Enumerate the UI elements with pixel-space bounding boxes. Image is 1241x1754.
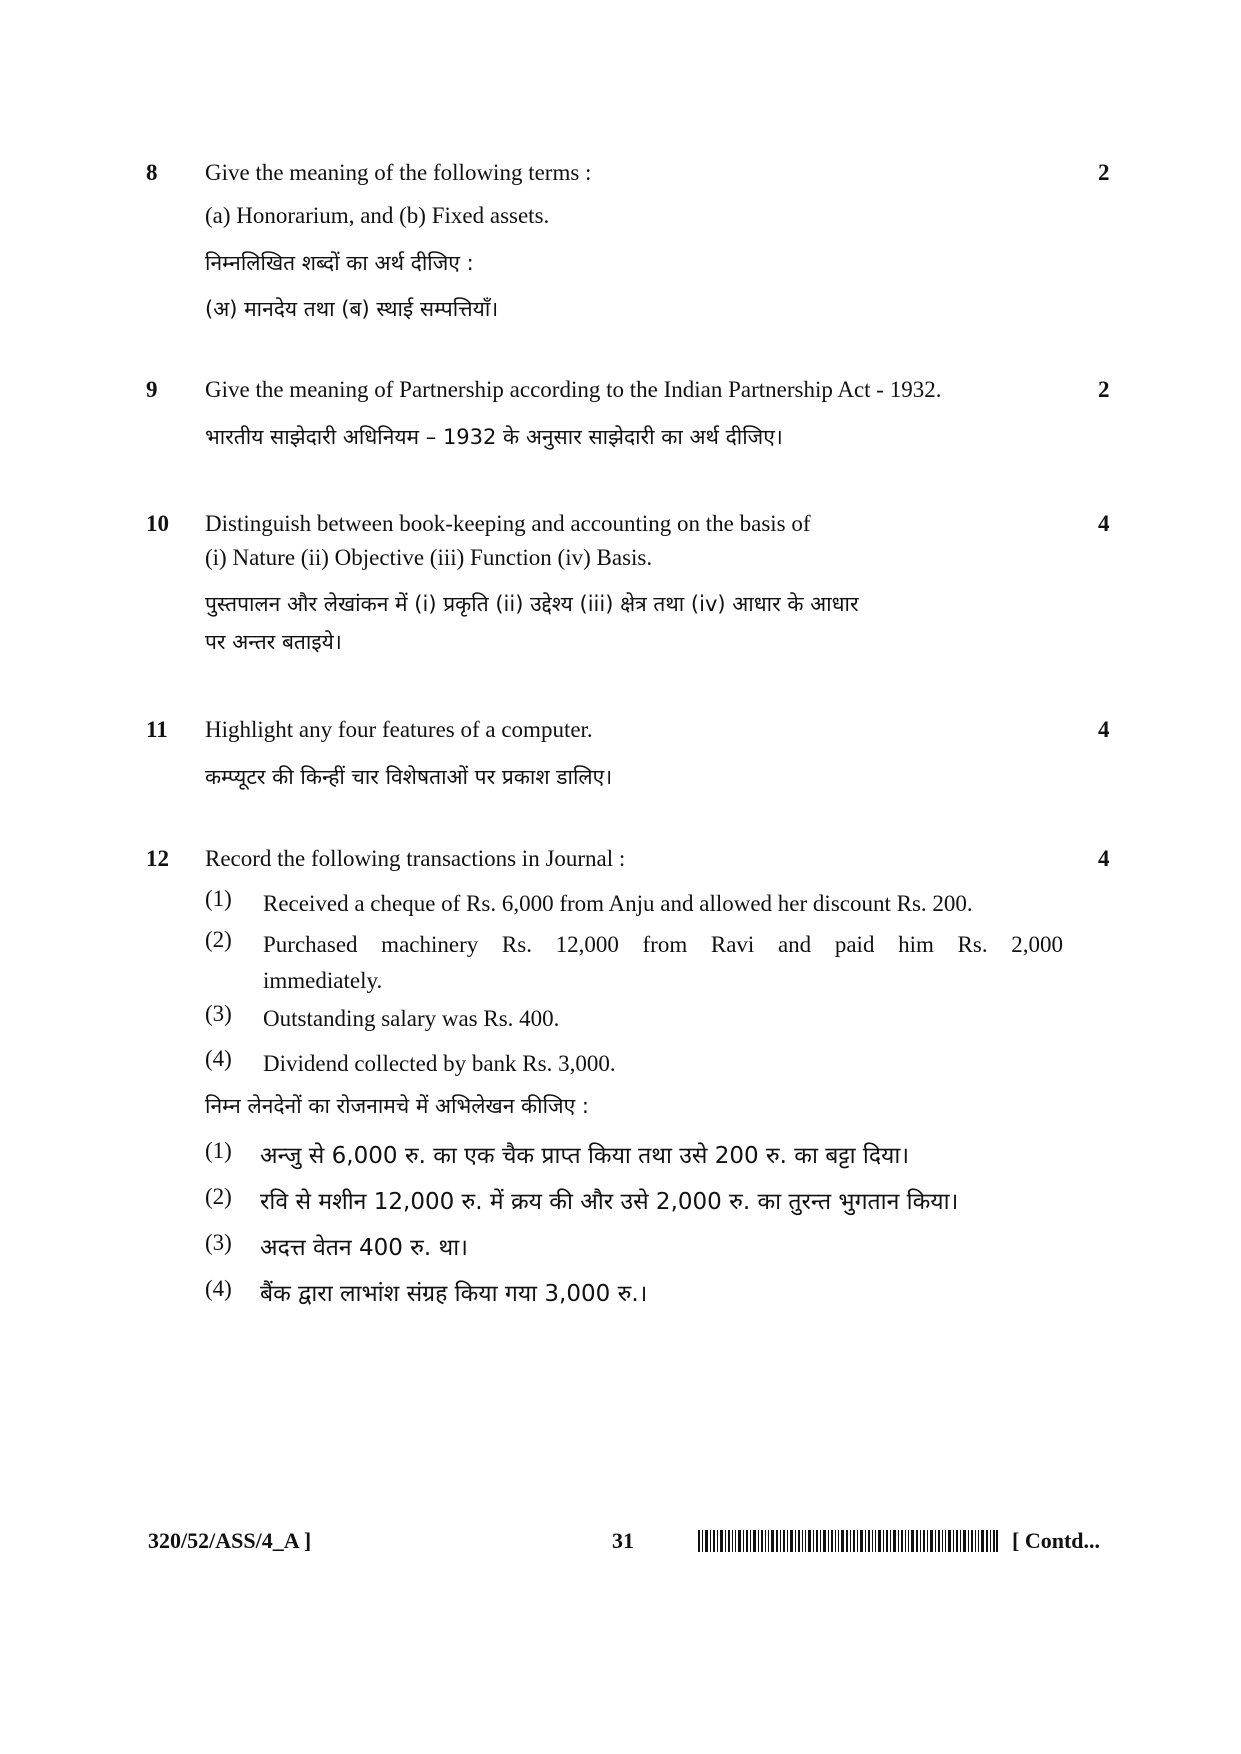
item-text: अन्जु से 6,000 रु. का एक चैक प्राप्त किया तथा उसे 200 रु. का बट्टा दिया।: [260, 1143, 910, 1169]
continued-label: [ Contd...: [1012, 1528, 1101, 1553]
question-text-hi: पर अन्तर बताइये।: [205, 630, 342, 654]
question-text-hi: निम्न लेनदेनों का रोजनामचे में अभिलेखन कीजिए :: [205, 1094, 590, 1118]
question-text-en: (a) Honorarium, and (b) Fixed assets.: [205, 203, 550, 228]
item-label: (2): [205, 1184, 232, 1209]
question-marks: 4: [1098, 846, 1110, 871]
question-text-hi: कम्प्यूटर की किन्हीं चार विशेषताओं पर प्रकाश डालिए।: [205, 765, 613, 789]
question-marks: 2: [1098, 377, 1110, 402]
question-number: 8: [146, 160, 158, 185]
question-number: 11: [146, 717, 168, 742]
question-number: 10: [146, 511, 169, 536]
paper-code: 320/52/ASS/4_A ]: [148, 1528, 312, 1553]
item-label: (3): [205, 1230, 232, 1255]
question-text-en: Give the meaning of the following terms :: [205, 160, 592, 185]
item-label: (1): [205, 1138, 232, 1163]
item-text: Outstanding salary was Rs. 400.: [263, 1006, 560, 1031]
question-text-hi: (अ) मानदेय तथा (ब) स्थाई सम्पत्तियाँ।: [205, 297, 499, 321]
question-number: 12: [146, 846, 169, 871]
question-text-hi: निम्नलिखित शब्दों का अर्थ दीजिए :: [205, 251, 474, 275]
question-text-en: Distinguish between book-keeping and accounting on the basis of: [205, 511, 811, 536]
item-text: Purchased machinery Rs. 12,000 from Ravi and paid him Rs. 2,000 immediately.: [263, 932, 1063, 993]
question-number: 9: [146, 377, 158, 402]
question-text-hi: पुस्तपालन और लेखांकन में (i) प्रकृति (ii) उद्देश्य (iii) क्षेत्र तथा (iv) आधार के आधार: [205, 592, 859, 616]
item-text: अदत्त वेतन 400 रु. था।: [260, 1235, 468, 1261]
item-text: बैंक द्वारा लाभांश संग्रह किया गया 3,000 रु.।: [260, 1281, 648, 1307]
question-text-hi: भारतीय साझेदारी अधिनियम – 1932 के अनुसार साझेदारी का अर्थ दीजिए।: [205, 425, 783, 449]
item-label: (4): [205, 1046, 232, 1071]
page-footer: [0, 1528, 1241, 1568]
page-number: 31: [612, 1528, 634, 1553]
question-text-en: Give the meaning of Partnership according to the Indian Partnership Act - 1932.: [205, 377, 942, 402]
item-text: रवि से मशीन 12,000 रु. में क्रय की और उसे 2,000 रु. का तुरन्त भुगतान किया।: [260, 1189, 959, 1215]
question-text-en: (i) Nature (ii) Objective (iii) Function (iv) Basis.: [205, 545, 653, 570]
item-label: (2): [205, 927, 232, 952]
item-text: Dividend collected by bank Rs. 3,000.: [263, 1051, 616, 1076]
item-label: (4): [205, 1276, 232, 1301]
barcode-icon: [698, 1530, 998, 1552]
question-text-en: Highlight any four features of a computer.: [205, 717, 593, 742]
item-text: Received a cheque of Rs. 6,000 from Anju and allowed her discount Rs. 200.: [263, 891, 973, 916]
item-label: (1): [205, 886, 232, 911]
question-marks: 2: [1098, 160, 1110, 185]
question-marks: 4: [1098, 511, 1110, 536]
question-text-en: Record the following transactions in Journal :: [205, 846, 626, 871]
item-label: (3): [205, 1001, 232, 1026]
question-marks: 4: [1098, 717, 1110, 742]
